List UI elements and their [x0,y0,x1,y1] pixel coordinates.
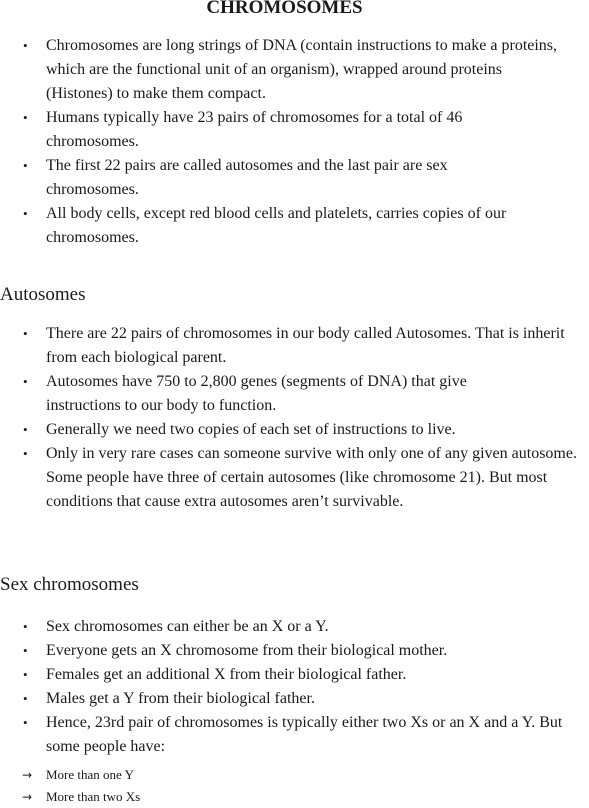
list-item [0,322,589,370]
sex-chromosomes-sub-list [0,764,140,808]
list-item [0,370,589,418]
sub-list-item-text: More than one Y [46,767,134,782]
list-item-text: Males get a Y from their biological father. [46,690,315,707]
list-item-text: Autosomes have 750 to 2,800 genes (segments of DNA) that give instructions to our body to function. [46,373,467,414]
list-item-text: Generally we need two copies of each set of instructions to live. [46,421,456,438]
list-item-text: Everyone gets an X chromosome from their biological mother. [46,642,448,659]
list-item-text: Only in very rare cases can someone survive with only one of any given autosome. Some people have three of certain autosomes (like chromosome 21). But most conditions that cause extra autosomes aren’t survivable. [46,445,577,510]
sex-chromosomes-heading: Sex chromosomes [0,574,139,595]
bullet-icon: • [23,110,28,125]
bullet-icon: • [23,326,28,341]
list-item [0,687,589,711]
list-item [0,663,589,687]
bullet-icon: • [23,38,28,53]
sub-list-item [0,786,140,808]
list-item [0,34,589,106]
right-arrow-icon: → [22,768,33,782]
sex-chromosomes-bullet-list [0,615,589,759]
autosomes-heading: Autosomes [0,284,86,305]
list-item-text: All body cells, except red blood cells and platelets, carries copies of our chromosomes. [46,205,507,246]
bullet-icon: • [23,374,28,389]
list-item-text: Chromosomes are long strings of DNA (contain instructions to make a proteins, which are the functional unit of an organism), wrapped around proteins (Histones) to make them compact. [46,37,558,102]
page-title: CHROMOSOMES [206,0,363,18]
list-item-text: There are 22 pairs of chromosomes in our body called Autosomes. That is inherit from each biological parent. [46,325,565,366]
bullet-icon: • [23,619,28,634]
bullet-icon: • [23,691,28,706]
bullet-icon: • [23,643,28,658]
autosomes-bullet-list [0,322,589,514]
list-item [0,202,589,250]
list-item [0,106,589,154]
bullet-icon: • [23,667,28,682]
list-item-text: Hence, 23rd pair of chromosomes is typically either two Xs or an X and a Y. But some people have: [46,714,563,755]
list-item-text: Sex chromosomes can either be an X or a Y. [46,618,329,635]
list-item [0,711,589,759]
list-item-text: Females get an additional X from their biological father. [46,666,407,683]
list-item-text: Humans typically have 23 pairs of chromosomes for a total of 46 chromosomes. [46,109,463,150]
right-arrow-icon: → [22,790,33,804]
bullet-icon: • [23,158,28,173]
list-item [0,418,589,442]
list-item [0,154,589,202]
list-item-text: The first 22 pairs are called autosomes and the last pair are sex chromosomes. [46,157,448,198]
intro-bullet-list [0,34,589,250]
list-item [0,442,589,514]
list-item [0,615,589,639]
bullet-icon: • [23,206,28,221]
bullet-icon: • [23,715,28,730]
bullet-icon: • [23,422,28,437]
sub-list-item-text: More than two Xs [46,789,141,804]
bullet-icon: • [23,446,28,461]
list-item [0,639,589,663]
sub-list-item [0,764,140,786]
